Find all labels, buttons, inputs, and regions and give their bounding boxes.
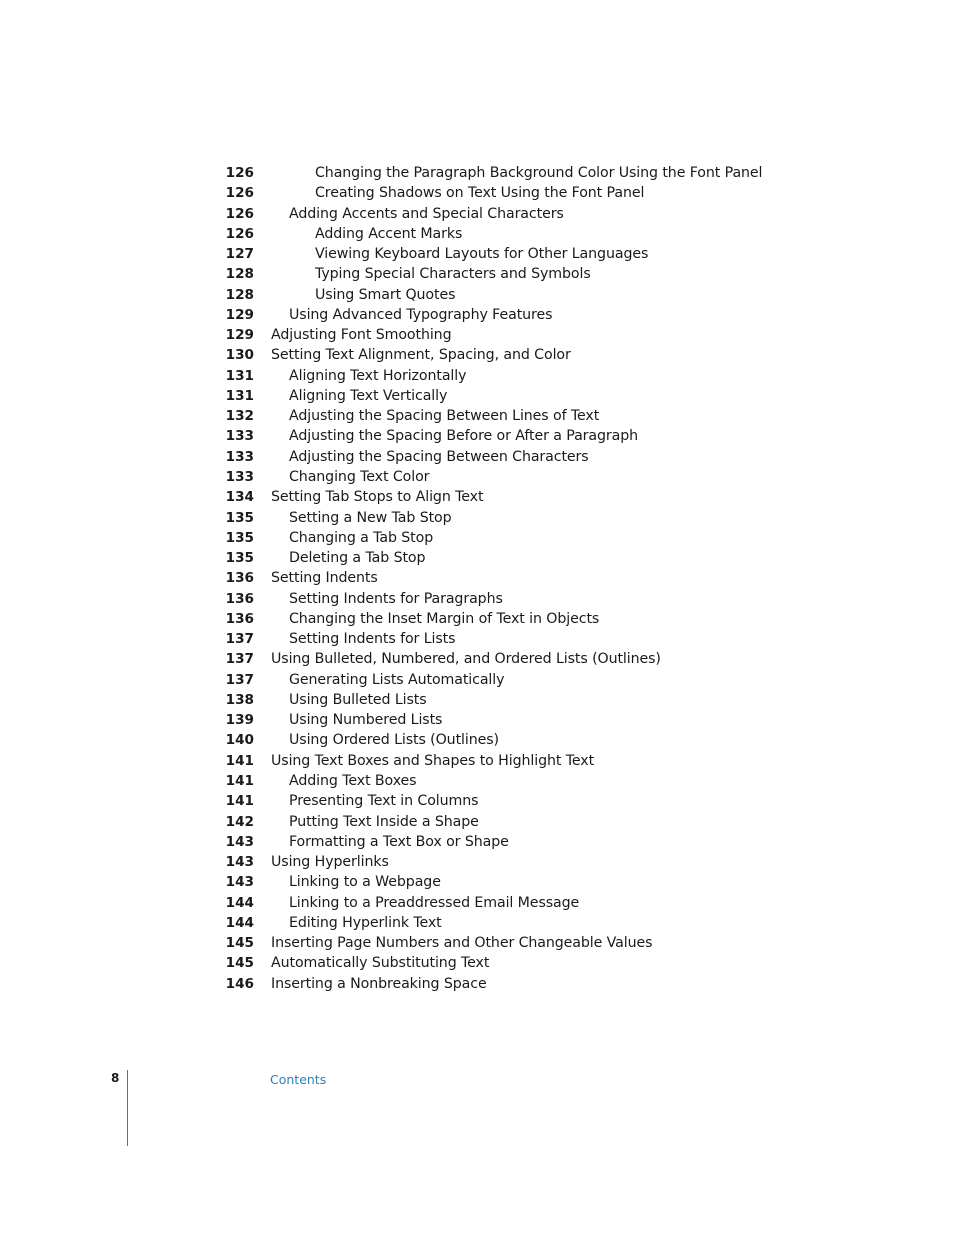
toc-entry-title: Changing Text Color [289,468,430,485]
toc-entry-title: Adjusting the Spacing Before or After a Paragraph [289,428,639,445]
toc-entry[interactable] [0,224,954,244]
toc-entry[interactable] [0,710,954,730]
toc-entry-title: Presenting Text in Columns [289,793,479,810]
toc-page-number: 137 [225,631,254,648]
toc-page-number: 145 [225,955,254,972]
toc-entry-title: Aligning Text Vertically [289,387,448,404]
toc-entry[interactable] [0,285,954,305]
toc-entry-title: Adding Accent Marks [315,225,463,242]
toc-page-number: 126 [225,205,254,222]
toc-entry-title: Using Bulleted Lists [289,691,427,708]
toc-entry[interactable] [0,528,954,548]
toc-entry[interactable] [0,974,954,994]
toc-page-number: 128 [225,266,254,283]
toc-entry-title: Setting Indents for Lists [289,631,456,648]
toc-page-number: 126 [225,225,254,242]
toc-page-number: 133 [225,468,254,485]
toc-entry[interactable] [0,852,954,872]
toc-entry[interactable] [0,649,954,669]
toc-entry-title: Creating Shadows on Text Using the Font Panel [315,185,645,202]
toc-page-number: 136 [225,590,254,607]
toc-page-number: 146 [225,975,254,992]
toc-page-number: 144 [225,894,254,911]
toc-entry-title: Putting Text Inside a Shape [289,813,479,830]
toc-entry[interactable] [0,812,954,832]
toc-entry[interactable] [0,366,954,386]
toc-entry[interactable] [0,832,954,852]
toc-entry[interactable] [0,508,954,528]
toc-page-number: 133 [225,428,254,445]
toc-entry-title: Linking to a Preaddressed Email Message [289,894,580,911]
toc-entry[interactable] [0,386,954,406]
toc-page-number: 126 [225,165,254,181]
toc-entry[interactable] [0,730,954,750]
toc-entry[interactable] [0,345,954,365]
toc-entry[interactable] [0,791,954,811]
toc-page-number: 143 [225,854,254,871]
toc-entry[interactable] [0,163,954,183]
toc-entry[interactable] [0,893,954,913]
toc-page-number: 127 [225,246,254,263]
toc-entry-title: Using Smart Quotes [315,286,456,303]
toc-entry-title: Setting Indents for Paragraphs [289,590,503,607]
toc-entry-title: Adjusting Font Smoothing [271,327,452,344]
toc-entry[interactable] [0,548,954,568]
toc-page-number: 136 [225,610,254,627]
toc-entry[interactable] [0,872,954,892]
toc-entry[interactable] [0,771,954,791]
toc-page-number: 130 [225,347,254,364]
toc-page-number: 128 [225,286,254,303]
toc-entry[interactable] [0,953,954,973]
toc-page-number: 132 [225,408,254,425]
toc-entry[interactable] [0,183,954,203]
toc-page-number: 129 [225,327,254,344]
toc-page-number: 138 [225,691,254,708]
toc-entry-title: Using Text Boxes and Shapes to Highlight Text [271,752,595,769]
toc-entry[interactable] [0,629,954,649]
toc-page-number: 126 [225,185,254,202]
page-number: 8 [111,1071,120,1085]
toc-entry[interactable] [0,204,954,224]
toc-page-number: 133 [225,448,254,465]
toc-page-number: 142 [225,813,254,830]
toc-page-number: 135 [225,550,254,567]
toc-entry[interactable] [0,264,954,284]
toc-entry-title: Aligning Text Horizontally [289,367,467,384]
toc-page-number: 135 [225,529,254,546]
toc-entry-title: Deleting a Tab Stop [289,550,426,567]
toc-entry-title: Changing a Tab Stop [289,529,434,546]
toc-page-number: 136 [225,570,254,587]
toc-page-number: 137 [225,671,254,688]
toc-entry-title: Adding Accents and Special Characters [289,205,564,222]
toc-entry[interactable] [0,670,954,690]
toc-entry[interactable] [0,244,954,264]
toc-entry[interactable] [0,305,954,325]
toc-page-number: 143 [225,833,254,850]
toc-page-number: 139 [225,712,254,729]
toc-entry-title: Adding Text Boxes [289,772,417,789]
toc-page-number: 141 [225,772,254,789]
toc-entry-title: Inserting a Nonbreaking Space [271,975,487,992]
toc-page-number: 140 [225,732,254,749]
footer-divider-rule [127,1070,128,1146]
toc-entry[interactable] [0,568,954,588]
toc-entry[interactable] [0,447,954,467]
toc-entry-title: Using Ordered Lists (Outlines) [289,732,499,749]
toc-page-number: 145 [225,935,254,952]
toc-entry-title: Using Hyperlinks [271,854,389,871]
toc-entry-title: Changing the Paragraph Background Color Using the Font Panel [315,165,763,181]
toc-page-number: 137 [225,651,254,668]
toc-entry-title: Setting Tab Stops to Align Text [271,489,484,506]
toc-entry-title: Adjusting the Spacing Between Lines of Text [289,408,600,425]
toc-entry[interactable] [0,325,954,345]
toc-page-number: 131 [225,387,254,404]
toc-entry[interactable] [0,487,954,507]
toc-entry-title: Setting a New Tab Stop [289,509,452,526]
toc-entry-title: Setting Text Alignment, Spacing, and Color [271,347,571,364]
table-of-contents [0,163,954,994]
toc-entry[interactable] [0,609,954,629]
toc-page-number: 141 [225,793,254,810]
toc-entry-title: Adjusting the Spacing Between Characters [289,448,589,465]
toc-entry-title: Inserting Page Numbers and Other Changeable Values [271,935,653,952]
toc-entry-title: Formatting a Text Box or Shape [289,833,509,850]
toc-entry-title: Automatically Substituting Text [271,955,490,972]
toc-page-number: 135 [225,509,254,526]
toc-entry[interactable] [0,933,954,953]
toc-entry[interactable] [0,426,954,446]
toc-entry-title: Generating Lists Automatically [289,671,505,688]
toc-entry-title: Editing Hyperlink Text [289,914,442,931]
toc-entry[interactable] [0,467,954,487]
toc-entry[interactable] [0,589,954,609]
toc-entry-title: Using Bulleted, Numbered, and Ordered Lists (Outlines) [271,651,661,668]
toc-page-number: 129 [225,306,254,323]
toc-entry[interactable] [0,751,954,771]
toc-page-number: 131 [225,367,254,384]
toc-entry-title: Using Numbered Lists [289,712,443,729]
running-footer-section[interactable]: Contents [270,1072,327,1087]
toc-entry-title: Setting Indents [271,570,378,587]
toc-entry[interactable] [0,690,954,710]
toc-entry-title: Changing the Inset Margin of Text in Objects [289,610,600,627]
toc-page-number: 143 [225,874,254,891]
toc-entry-title: Using Advanced Typography Features [289,306,553,323]
toc-page-number: 144 [225,914,254,931]
toc-entry[interactable] [0,406,954,426]
toc-entry-title: Viewing Keyboard Layouts for Other Languages [315,246,649,263]
toc-page-number: 141 [225,752,254,769]
toc-page-number: 134 [225,489,254,506]
toc-entry[interactable] [0,913,954,933]
toc-entry-title: Typing Special Characters and Symbols [315,266,591,283]
toc-entry-title: Linking to a Webpage [289,874,441,891]
